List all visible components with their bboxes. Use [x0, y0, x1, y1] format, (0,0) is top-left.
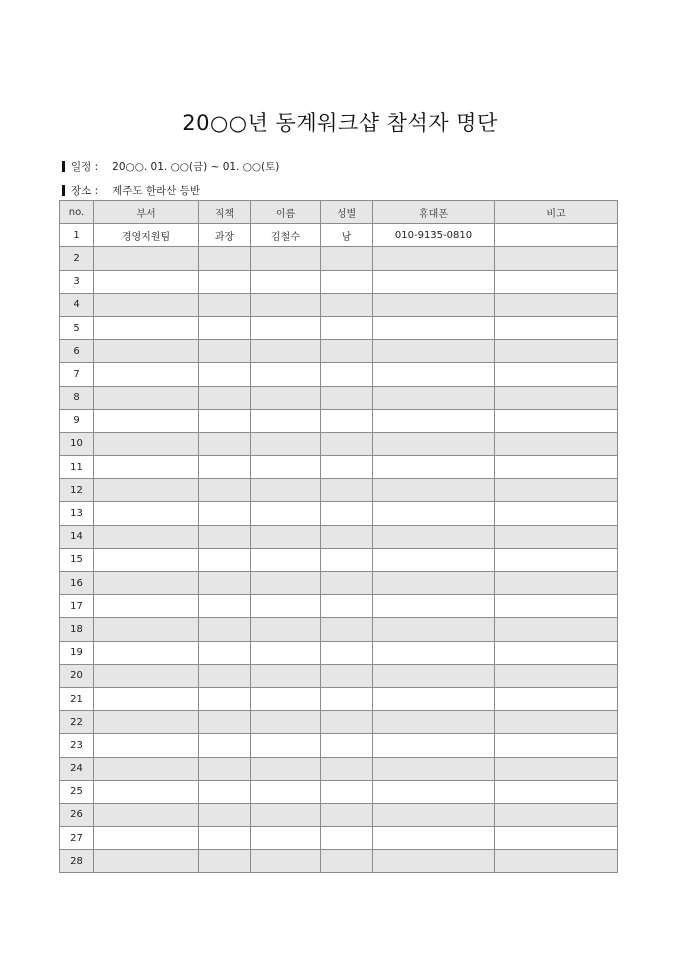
- cell-name: [251, 548, 321, 571]
- cell-phone: [373, 664, 495, 687]
- cell-name: [251, 827, 321, 850]
- cell-department: [94, 270, 199, 293]
- cell-name: [251, 734, 321, 757]
- cell-gender: [321, 850, 373, 873]
- cell-department: [94, 479, 199, 502]
- cell-position: [199, 850, 251, 873]
- cell-name: [251, 595, 321, 618]
- cell-no: 16: [60, 572, 94, 595]
- cell-position: [199, 525, 251, 548]
- header-phone: 휴대폰: [373, 201, 495, 224]
- cell-no: 21: [60, 687, 94, 710]
- cell-phone: [373, 618, 495, 641]
- cell-remarks: [495, 479, 618, 502]
- cell-no: 9: [60, 409, 94, 432]
- cell-name: [251, 432, 321, 455]
- cell-gender: [321, 641, 373, 664]
- cell-phone: [373, 456, 495, 479]
- cell-name: [251, 757, 321, 780]
- cell-gender: [321, 734, 373, 757]
- cell-remarks: [495, 595, 618, 618]
- place-label: 장소 :: [71, 185, 99, 197]
- page-title: 20○○년 동계워크샵 참석자 명단: [182, 111, 498, 135]
- cell-position: [199, 711, 251, 734]
- cell-gender: [321, 595, 373, 618]
- cell-remarks: [495, 502, 618, 525]
- table-row: [60, 664, 618, 687]
- cell-gender: [321, 780, 373, 803]
- cell-gender: [321, 618, 373, 641]
- cell-position: [199, 270, 251, 293]
- cell-position: [199, 363, 251, 386]
- cell-position: [199, 316, 251, 339]
- cell-gender: [321, 409, 373, 432]
- cell-phone: [373, 734, 495, 757]
- cell-remarks: [495, 827, 618, 850]
- cell-no: 4: [60, 293, 94, 316]
- cell-remarks: [495, 386, 618, 409]
- cell-remarks: [495, 780, 618, 803]
- cell-name: 김철수: [251, 224, 321, 247]
- cell-phone: [373, 780, 495, 803]
- cell-department: [94, 502, 199, 525]
- table-row: [60, 293, 618, 316]
- cell-department: [94, 618, 199, 641]
- cell-no: 19: [60, 641, 94, 664]
- cell-phone: [373, 572, 495, 595]
- cell-no: 24: [60, 757, 94, 780]
- table-row: [60, 363, 618, 386]
- cell-remarks: [495, 711, 618, 734]
- cell-name: [251, 687, 321, 710]
- table-row: [60, 780, 618, 803]
- cell-gender: [321, 525, 373, 548]
- cell-remarks: [495, 548, 618, 571]
- cell-remarks: [495, 409, 618, 432]
- cell-position: [199, 456, 251, 479]
- cell-department: [94, 548, 199, 571]
- cell-remarks: [495, 572, 618, 595]
- cell-no: 6: [60, 340, 94, 363]
- cell-department: [94, 432, 199, 455]
- cell-gender: [321, 827, 373, 850]
- cell-no: 25: [60, 780, 94, 803]
- cell-position: [199, 479, 251, 502]
- cell-no: 10: [60, 432, 94, 455]
- cell-gender: [321, 711, 373, 734]
- cell-name: [251, 618, 321, 641]
- table-header-row: [60, 201, 618, 224]
- cell-phone: [373, 432, 495, 455]
- cell-position: [199, 247, 251, 270]
- cell-name: [251, 525, 321, 548]
- cell-no: 1: [60, 224, 94, 247]
- cell-name: [251, 316, 321, 339]
- cell-phone: [373, 340, 495, 363]
- cell-name: [251, 641, 321, 664]
- cell-remarks: [495, 363, 618, 386]
- cell-position: [199, 803, 251, 826]
- cell-phone: [373, 827, 495, 850]
- table-row: [60, 409, 618, 432]
- attendee-table: [59, 200, 618, 873]
- cell-phone: [373, 711, 495, 734]
- cell-remarks: [495, 850, 618, 873]
- cell-name: [251, 386, 321, 409]
- cell-department: [94, 340, 199, 363]
- cell-gender: [321, 363, 373, 386]
- cell-position: 과장: [199, 224, 251, 247]
- schedule-value: 20○○. 01. ○○(금) ~ 01. ○○(토): [112, 161, 280, 173]
- cell-no: 17: [60, 595, 94, 618]
- cell-phone: [373, 687, 495, 710]
- cell-phone: [373, 386, 495, 409]
- table-row: [60, 757, 618, 780]
- table-row: [60, 595, 618, 618]
- cell-name: [251, 711, 321, 734]
- table-row: [60, 270, 618, 293]
- cell-department: [94, 664, 199, 687]
- cell-gender: [321, 548, 373, 571]
- table-row: [60, 456, 618, 479]
- cell-department: [94, 780, 199, 803]
- table-row: [60, 572, 618, 595]
- table-row: [60, 340, 618, 363]
- cell-department: [94, 641, 199, 664]
- cell-phone: [373, 270, 495, 293]
- cell-gender: [321, 386, 373, 409]
- cell-position: [199, 293, 251, 316]
- cell-name: [251, 363, 321, 386]
- cell-no: 8: [60, 386, 94, 409]
- cell-name: [251, 456, 321, 479]
- cell-remarks: [495, 664, 618, 687]
- table-row: [60, 618, 618, 641]
- cell-phone: [373, 803, 495, 826]
- cell-phone: [373, 641, 495, 664]
- cell-remarks: [495, 340, 618, 363]
- cell-department: 경영지원팀: [94, 224, 199, 247]
- cell-remarks: [495, 757, 618, 780]
- cell-position: [199, 548, 251, 571]
- table-row: [60, 316, 618, 339]
- cell-phone: [373, 247, 495, 270]
- place-value: 제주도 한라산 등반: [112, 185, 200, 197]
- cell-department: [94, 572, 199, 595]
- cell-no: 26: [60, 803, 94, 826]
- cell-department: [94, 316, 199, 339]
- cell-department: [94, 386, 199, 409]
- cell-remarks: [495, 270, 618, 293]
- cell-position: [199, 827, 251, 850]
- schedule-line: [62, 159, 279, 174]
- cell-department: [94, 734, 199, 757]
- cell-gender: [321, 664, 373, 687]
- cell-position: [199, 734, 251, 757]
- table-row: [60, 548, 618, 571]
- header-name: 이름: [251, 201, 321, 224]
- cell-position: [199, 340, 251, 363]
- cell-phone: [373, 316, 495, 339]
- table-row: [60, 386, 618, 409]
- cell-department: [94, 757, 199, 780]
- cell-phone: [373, 850, 495, 873]
- cell-phone: [373, 595, 495, 618]
- cell-department: [94, 456, 199, 479]
- cell-position: [199, 386, 251, 409]
- cell-no: 5: [60, 316, 94, 339]
- table-row: [60, 827, 618, 850]
- cell-phone: [373, 363, 495, 386]
- cell-phone: [373, 502, 495, 525]
- cell-no: 20: [60, 664, 94, 687]
- table-row: [60, 479, 618, 502]
- cell-phone: [373, 525, 495, 548]
- cell-position: [199, 687, 251, 710]
- cell-gender: [321, 479, 373, 502]
- cell-gender: [321, 502, 373, 525]
- cell-name: [251, 247, 321, 270]
- cell-name: [251, 502, 321, 525]
- cell-remarks: [495, 687, 618, 710]
- bullet-marker: [62, 161, 65, 172]
- cell-name: [251, 780, 321, 803]
- cell-department: [94, 850, 199, 873]
- cell-no: 28: [60, 850, 94, 873]
- cell-department: [94, 803, 199, 826]
- cell-position: [199, 572, 251, 595]
- cell-gender: [321, 687, 373, 710]
- cell-no: 2: [60, 247, 94, 270]
- cell-name: [251, 850, 321, 873]
- cell-no: 18: [60, 618, 94, 641]
- table-row: [60, 803, 618, 826]
- table-row: [60, 224, 618, 247]
- cell-remarks: [495, 456, 618, 479]
- table-row: [60, 687, 618, 710]
- cell-remarks: [495, 618, 618, 641]
- cell-remarks: [495, 803, 618, 826]
- cell-position: [199, 432, 251, 455]
- cell-department: [94, 711, 199, 734]
- place-line: [62, 183, 200, 198]
- cell-name: [251, 409, 321, 432]
- cell-position: [199, 641, 251, 664]
- cell-gender: [321, 293, 373, 316]
- cell-position: [199, 618, 251, 641]
- cell-remarks: [495, 293, 618, 316]
- cell-position: [199, 757, 251, 780]
- cell-no: 23: [60, 734, 94, 757]
- cell-department: [94, 687, 199, 710]
- cell-phone: [373, 409, 495, 432]
- cell-gender: 남: [321, 224, 373, 247]
- cell-no: 7: [60, 363, 94, 386]
- cell-phone: [373, 757, 495, 780]
- table-row: [60, 502, 618, 525]
- header-gender: 성별: [321, 201, 373, 224]
- cell-department: [94, 409, 199, 432]
- table-row: [60, 247, 618, 270]
- cell-phone: 010-9135-0810: [373, 224, 495, 247]
- cell-phone: [373, 479, 495, 502]
- cell-remarks: [495, 432, 618, 455]
- cell-name: [251, 293, 321, 316]
- cell-gender: [321, 316, 373, 339]
- cell-no: 15: [60, 548, 94, 571]
- cell-position: [199, 595, 251, 618]
- header-position: 직책: [199, 201, 251, 224]
- header-remarks: 비고: [495, 201, 618, 224]
- table-row: [60, 432, 618, 455]
- table-body: [60, 224, 618, 873]
- cell-no: 22: [60, 711, 94, 734]
- cell-department: [94, 827, 199, 850]
- cell-name: [251, 479, 321, 502]
- cell-no: 14: [60, 525, 94, 548]
- table-row: [60, 734, 618, 757]
- cell-position: [199, 502, 251, 525]
- table-row: [60, 711, 618, 734]
- cell-remarks: [495, 247, 618, 270]
- cell-name: [251, 803, 321, 826]
- cell-remarks: [495, 734, 618, 757]
- cell-gender: [321, 456, 373, 479]
- cell-position: [199, 780, 251, 803]
- cell-name: [251, 270, 321, 293]
- cell-gender: [321, 340, 373, 363]
- table-row: [60, 525, 618, 548]
- cell-name: [251, 664, 321, 687]
- cell-gender: [321, 432, 373, 455]
- cell-no: 27: [60, 827, 94, 850]
- cell-department: [94, 293, 199, 316]
- bullet-marker: [62, 185, 65, 196]
- cell-department: [94, 247, 199, 270]
- cell-gender: [321, 803, 373, 826]
- table-row: [60, 850, 618, 873]
- cell-gender: [321, 247, 373, 270]
- cell-no: 3: [60, 270, 94, 293]
- cell-department: [94, 363, 199, 386]
- cell-remarks: [495, 525, 618, 548]
- header-department: 부서: [94, 201, 199, 224]
- cell-no: 11: [60, 456, 94, 479]
- cell-department: [94, 595, 199, 618]
- cell-name: [251, 340, 321, 363]
- cell-no: 12: [60, 479, 94, 502]
- cell-gender: [321, 572, 373, 595]
- cell-name: [251, 572, 321, 595]
- cell-position: [199, 664, 251, 687]
- cell-no: 13: [60, 502, 94, 525]
- header-no: no.: [60, 201, 94, 224]
- cell-remarks: [495, 224, 618, 247]
- cell-remarks: [495, 641, 618, 664]
- table-row: [60, 641, 618, 664]
- cell-remarks: [495, 316, 618, 339]
- cell-phone: [373, 293, 495, 316]
- cell-position: [199, 409, 251, 432]
- cell-department: [94, 525, 199, 548]
- cell-gender: [321, 757, 373, 780]
- cell-gender: [321, 270, 373, 293]
- cell-phone: [373, 548, 495, 571]
- schedule-label: 일정 :: [71, 161, 99, 173]
